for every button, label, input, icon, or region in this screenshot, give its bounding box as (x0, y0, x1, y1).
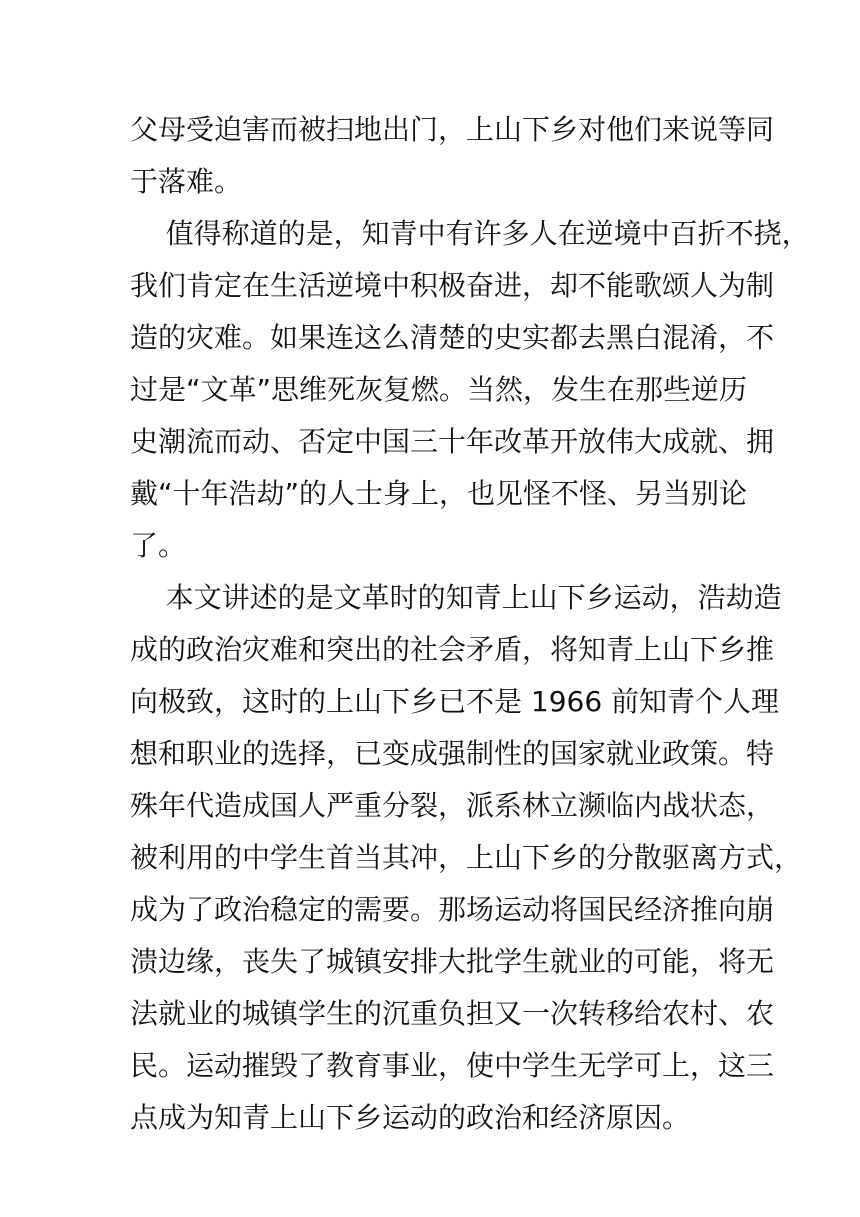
text-line: 我们肯定在生活逆境中积极奋进，却不能歌颂人为制 (130, 269, 775, 302)
paragraph (130, 104, 775, 208)
body-text (130, 104, 810, 1144)
text-line: 本文讲述的是文革时的知青上山下乡运动，浩劫造 (130, 581, 782, 614)
text-line: 史潮流而动、否定中国三十年改革开放伟大成就、拥 (130, 425, 775, 458)
text-line: 了。 (130, 529, 187, 562)
text-line: 民。运动摧毁了教育事业，使中学生无学可上，这三 (130, 1049, 775, 1082)
text-line: 想和职业的选择，已变成强制性的国家就业政策。特 (130, 737, 775, 770)
text-line: 溃边缘，丧失了城镇安排大批学生就业的可能，将无 (130, 945, 775, 978)
text-line: 成的政治灾难和突出的社会矛盾，将知青上山下乡推 (130, 633, 775, 666)
text-line: 戴“十年浩劫”的人士身上，也见怪不怪、另当别论 (130, 477, 748, 510)
text-line: 于落难。 (130, 165, 243, 198)
text-line: 向极致，这时的上山下乡已不是 1966 前知青个人理 (130, 685, 780, 718)
text-line: 被利用的中学生首当其冲，上山下乡的分散驱离方式， (130, 841, 803, 874)
text-line: 成为了政治稳定的需要。那场运动将国民经济推向崩 (130, 893, 775, 926)
text-line: 点成为知青上山下乡运动的政治和经济原因。 (130, 1101, 691, 1134)
paragraph (130, 208, 810, 572)
paragraph (130, 572, 803, 1144)
text-line: 父母受迫害而被扫地出门，上山下乡对他们来说等同 (130, 113, 775, 146)
text-line: 值得称道的是，知青中有许多人在逆境中百折不挠， (130, 217, 810, 250)
text-line: 法就业的城镇学生的沉重负担又一次转移给农村、农 (130, 997, 775, 1030)
text-line: 殊年代造成国人严重分裂，派系林立濒临内战状态， (130, 789, 775, 822)
text-line: 过是“文革”思维死灰复燃。当然，发生在那些逆历 (130, 373, 748, 406)
text-line: 造的灾难。如果连这么清楚的史实都去黑白混淆，不 (130, 321, 775, 354)
